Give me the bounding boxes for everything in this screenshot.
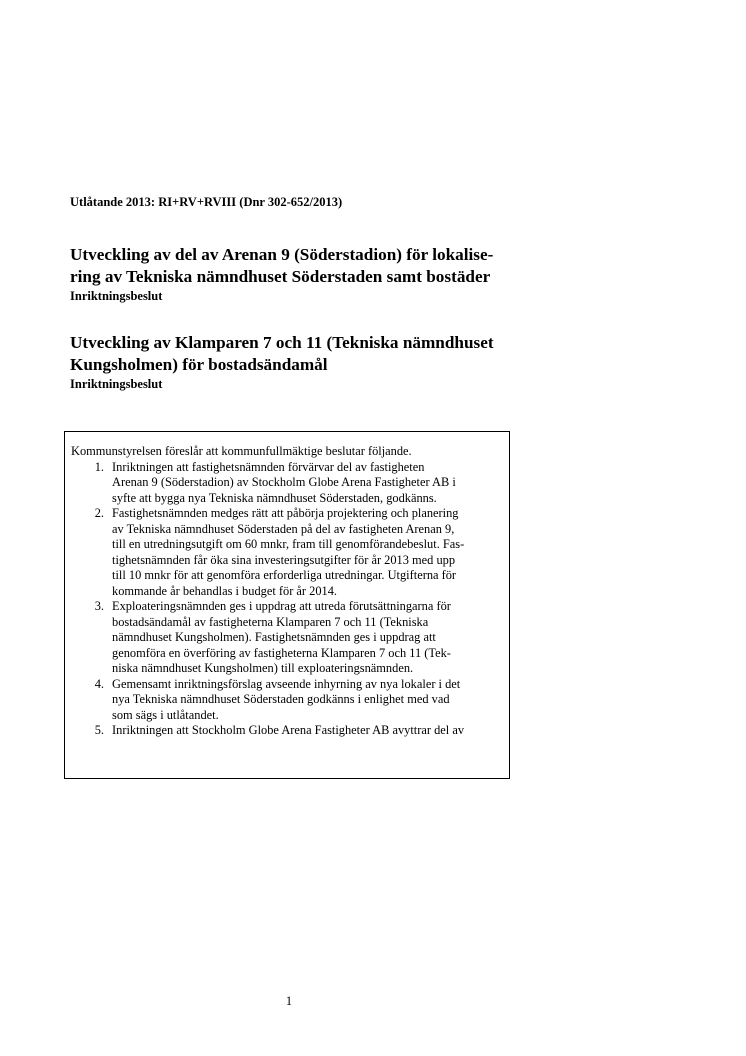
item-text (112, 506, 509, 599)
section-title-line: Utveckling av Klamparen 7 och 11 (Tekniska nämndhuset (70, 333, 494, 352)
item-number: 3. (94, 599, 104, 613)
item-line: nämndhuset Kungsholmen). Fastighetsnämnden ges i uppdrag att (112, 630, 436, 644)
proposal-item (71, 599, 509, 677)
proposal-intro: Kommunstyrelsen föreslår att kommunfullmäktige beslutar följande. (71, 444, 412, 458)
item-line: niska nämndhuset Kungsholmen) till exploateringsnämnden. (112, 661, 414, 675)
item-number: 5. (94, 723, 104, 737)
item-line: till en utredningsutgift om 60 mnkr, fram till genomförandebeslut. Fas- (112, 537, 465, 551)
item-line: tighetsnämnden får öka sina investeringsutgifter för år 2013 med upp (112, 552, 456, 567)
proposal-item (71, 506, 509, 599)
item-text (112, 599, 509, 677)
item-line: bostadsändamål av fastigheterna Klamparen 7 och 11 (Tekniska (112, 614, 429, 629)
item-line: Gemensamt inriktningsförslag avseende inhyrning av nya lokaler i det (112, 676, 461, 691)
item-line: Inriktningen att fastighetsnämnden förvärvar del av fastigheten (112, 459, 425, 474)
item-line: Arenan 9 (Söderstadion) av Stockholm Globe Arena Fastigheter AB i (112, 475, 456, 489)
proposal-item (71, 677, 509, 724)
item-text (112, 460, 509, 507)
item-number: 1. (94, 459, 104, 474)
section-title-line: ring av Tekniska nämndhuset Söderstaden samt bostäder (70, 267, 491, 286)
item-line: till 10 mnkr för att genomföra erforderliga utredningar. Utgifterna för (112, 568, 457, 582)
item-line: kommande år behandlas i budget för år 2014. (112, 583, 338, 598)
item-line: syfte att bygga nya Tekniska nämndhuset Söderstaden, godkänns. (112, 490, 437, 505)
document-reference: Utlåtande 2013: RI+RV+RVIII (Dnr 302-652/2013) (70, 195, 343, 209)
section-subtitle: Inriktningsbeslut (70, 289, 163, 303)
section-heading-klamparen (70, 332, 530, 393)
section-subtitle: Inriktningsbeslut (70, 377, 163, 391)
item-line: genomföra en överföring av fastigheterna Klamparen 7 och 11 (Tek- (112, 645, 451, 660)
section-title-line: Kungsholmen) för bostadsändamål (70, 355, 328, 374)
item-line: Fastighetsnämnden medges rätt att påbörja projektering och planering (112, 506, 459, 520)
item-line: Inriktningen att Stockholm Globe Arena Fastigheter AB avyttrar del av (112, 723, 465, 737)
page-number: 1 (285, 994, 293, 1008)
item-line: av Tekniska nämndhuset Söderstaden på del av fastigheten Arenan 9, (112, 521, 455, 536)
item-line: som sägs i utlåtandet. (112, 707, 219, 722)
proposal-item (71, 460, 509, 507)
item-number: 2. (94, 506, 104, 520)
item-text (112, 723, 509, 739)
item-line: Exploateringsnämnden ges i uppdrag att utreda förutsättningarna för (112, 599, 451, 613)
item-text (112, 677, 509, 724)
proposal-item (71, 723, 509, 739)
section-heading-arenan (70, 244, 530, 305)
item-line: nya Tekniska nämndhuset Söderstaden godkänns i enlighet med vad (112, 692, 450, 706)
section-title-line: Utveckling av del av Arenan 9 (Söderstadion) för lokalise- (70, 245, 494, 264)
item-number: 4. (94, 676, 104, 691)
proposal-box (64, 431, 510, 779)
